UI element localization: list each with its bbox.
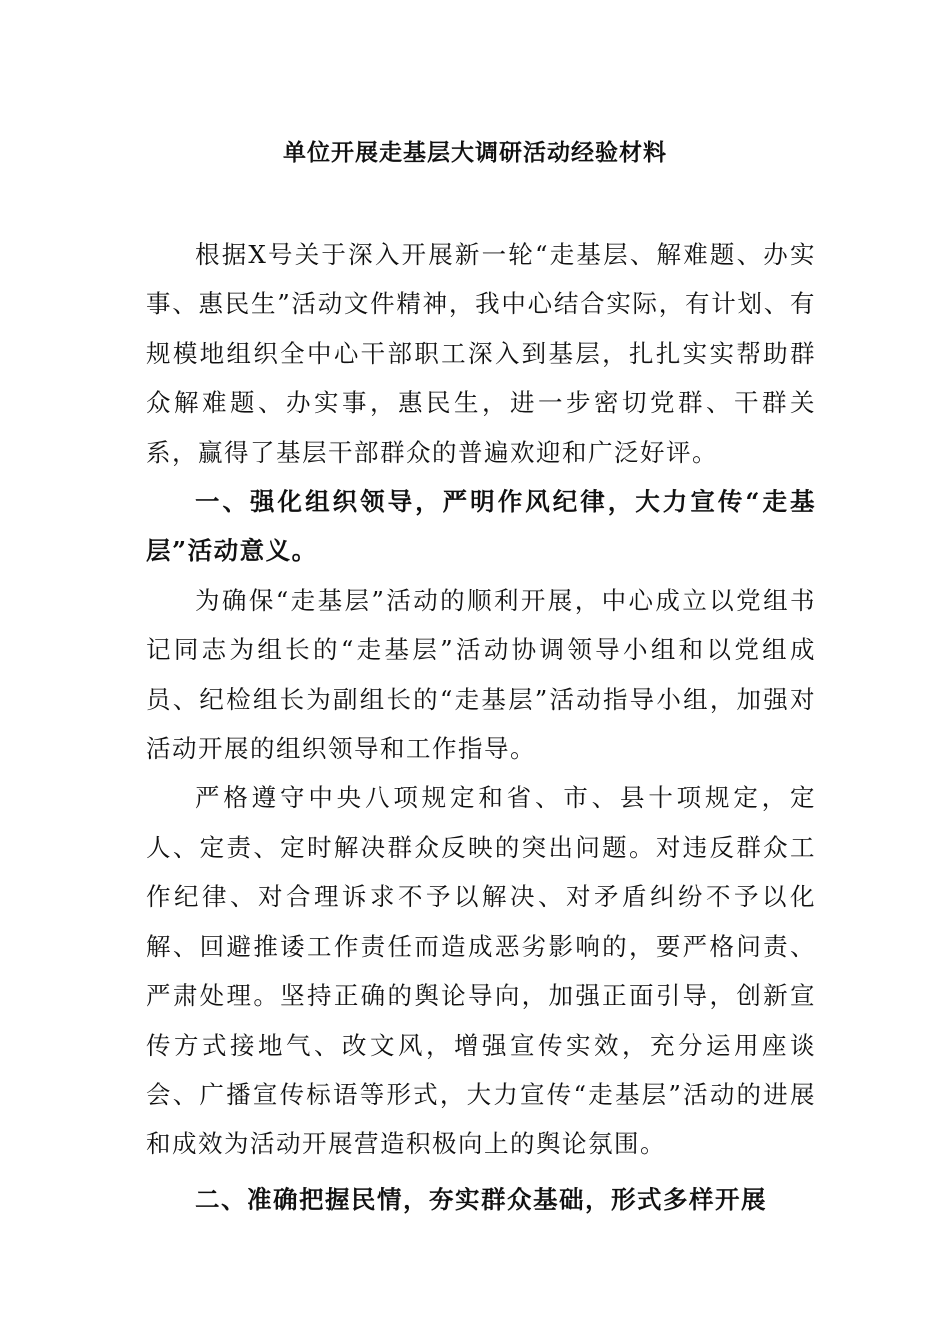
body-paragraph-2: 严格遵守中央八项规定和省、市、县十项规定，定人、定责、定时解决群众反映的突出问题。对违反群众工作纪律、对合理诉求不予以解决、对矛盾纠纷不予以化解、回避推诿工作责任而造成恶劣影响的，要严格问责、严肃处理。坚持正确的舆论导向，加强正面引导，创新宣传方式接地气、改文风，增强宣传实效，充分运用座谈会、广播宣传标语等形式，大力宣传“走基层”活动的进展和成效为活动开展营造积极向上的舆论氛围。 bbox=[146, 783, 816, 1159]
intro-paragraph: 根据X号关于深入开展新一轮“走基层、解难题、办实事、惠民生”活动文件精神，我中心结合实际，有计划、有规模地组织全中心干部职工深入到基层，扎扎实实帮助群众解难题、办实事，惠民生，进一步密切党群、干群关系，赢得了基层干部群众的普遍欢迎和广泛好评。 bbox=[146, 240, 816, 467]
section-heading-1: 一、强化组织领导，严明作风纪律，大力宣传“走基层”活动意义。 bbox=[146, 487, 816, 566]
body-paragraph-1: 为确保“走基层”活动的顺利开展，中心成立以党组书记同志为组长的“走基层”活动协调领导小组和以党组成员、纪检组长为副组长的“走基层”活动指导小组，加强对活动开展的组织领导和工作指导。 bbox=[146, 585, 816, 764]
document-title: 单位开展走基层大调研活动经验材料 bbox=[283, 139, 667, 166]
document-body bbox=[146, 230, 816, 1224]
section-heading-2: 二、准确把握民情，夯实群众基础，形式多样开展 bbox=[195, 1184, 767, 1214]
